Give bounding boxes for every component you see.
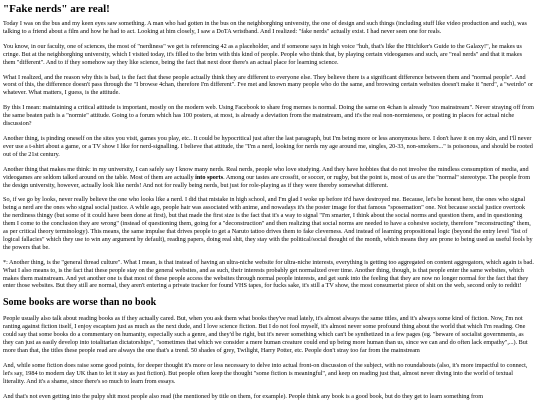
paragraph-2: You know, in our faculty, one of sciences, the most of "nerdiness" we get is referencing 42 as a placeholder, and if someone says in high voice "huh, that's like the Hitchiker's Guide to the Galaxy!", he makes us cringe. But at the neighborghing university, which I visited today, it's filled to the brim with this kind of people. People who think that, by playing certain videogames and such, are "real nerds" and that it makes them "different". And to if they somehow say they like science, being the fact that next door there's an actual place for learning science. — [3, 42, 523, 66]
paragraph-4: By this I mean: maintaining a critical attitude is important, mostly on the modern web. Using Facebook to share frog memes is normal. Doing the same on 4chan is already "too mainstream". Never straying off from the same beaten path is a "normie" attitude. Going to a forum which has 100 posters, at most, is already a deviation from the mainstream, and it's the real non-normieness, or posting in places for actual niche discussion? — [3, 104, 534, 128]
paragraph-3: What I realized, and the reason why this is bad, is the fact that these people actually think they are different to everyone else. They believe there is a significant difference between them and "normal people". And worst of this, the difference doesn't pass through the "I browse 4chan, therefore I'm different". I've met and known many people who do the same, and browsing certain websites doesn't make it "nerd", a "weirdo" or whatever. What matters, I guess, is the attitude. — [3, 73, 534, 97]
paragraph-6-bold-phrase: into sports — [195, 173, 224, 181]
section-heading: Some books are worse than no book — [3, 297, 157, 309]
paragraph-6-text-after: . Among our tastes are crossfit, or soccer, or rugby, but the point is, most of us are the "normal" stereotype. The people from the design university, however, actually look like nerds! And not for really being nerds, but just for role-playing as if they were thereby somewhat different. — [3, 173, 531, 189]
paragraph-5: Another thing, is pinding oneself on the sites you visit, games you play, etc.. It could be hypocritical just after the last paragraph, but I'm being more or less anonymous here. I don't have it on my skin, and I'll never ever use a t-shirt about a game, or a TV show I like for nerd-signalling. I believe that attitude, the "I'm a nerd, looking for nerds my age around me, singles, 20-33, non-smokers..." is poisonous, and should be rooted out of the 21st century. — [3, 134, 533, 158]
paragraph-6-text-before: Another thing that makes me think: in my university, I can safely say I know many nerds. Real nerds, people who love studying. And they have hobbies that do not involve the mindless consumption of media, and videogames are seldom talked around on the table. Most of them are actually — [3, 165, 529, 181]
paragraph-10: And, while some fiction does raise some good points, for deeper thought it's more or less necessary to delve into actual front-on discussion of the subject, with no roundabouts (also, it's more impactful to connect, let's say, 1984 to modern day UK than to let it stay as just fiction). But people often keep the thought "some fiction is meaningful", and keep on reading just that, almost never diving into the world of textual literality. And it's a shame, since there's so much to learn from essays. — [3, 361, 528, 385]
paragraph-1: Today I was on the bus and my keen eyes saw something. A man who had gotten in the bus on the neighborghing university, the one of design and such things (including stuff like video production and such), was talking to a friend about a film and how he had to act. Looking at him closely, I saw a DoTA wristband. And I realized: "fake nerds" actually exist. I had never seen one for reals. — [3, 20, 527, 35]
paragraph-9: People usually also talk about reading books as if they actually cared. But, when you ask them what books they've read lately, it's almost always the same titles, and it's always some kind of fiction. Now, I'm not ranting against fiction itself, I enjoy escapism just as much as the next dude, and I love science fiction. But I do not fool myself, it's almost never some profound thing about the world that which I'm reading. One could say that some books do a commentary on humanity, especially such a genre, and they'd be right, but it's never something which can't be synthetized in a few pages (eg. "beware of socialist governments, as they can just as easily develop into totalitarian dictatorships", "sometimes that which we consider a mere human creature could end up being more human than us, since we can and do often lack empathy",...). But more than that, the titles these people read are always the one that's a trend. 50 shades of grey, Twilight, Harry Potter, etc. People don't stray too far from the mainstream — [3, 315, 528, 354]
paragraph-6 — [3, 166, 534, 190]
page-title: "Fake nerds" are real! — [3, 3, 110, 15]
paragraph-11: And that's not even getting into the pulpy shit most people also read (the mentioned by title on them, for example). People think any book is a good book, but do they get to learn something from — [3, 392, 484, 400]
paragraph-8: *: Another thing, is the "general thread culture". What I mean, is that instead of having an ultra-niche website for ultra-niche interests, everything is getting too aggregated on content aggregators, which again is bad. What I also means to, is the fact that these people stay on the general websites, and as such, their interests probably get normalized over time. Another thing, though, is that people enter the same websites, which makes them mainstream. And yet another one is that most of these people access the websites through normal people interests, and get sunk into the feeling that they are now no longer normal for the fact that they enter those websites. But they still are normal, they aren't entering a private tracker for found VHS tapes, for fucks sake, it's still a TV show, the most consumerist piece of shit on the web, second only to reddit! — [3, 258, 534, 290]
article — [3, 3, 534, 408]
paragraph-7: So, if we go by looks, never really believe the one who looks like a nerd. I did that mistake in high school, and I'm glad I woke up before it'd have destroyed me. Because, let's be honest here, the ones who signal being a nerd are the ones who signal social justice. A while ago, people hair was associated with anime, and nowadays it's the poster image for that famous "sposemation" one. Not because social justice overtook the nerdiness thingy (but some of it could have been done at first), but that made the first size is the fact that it's a way to signal "I'm smarter, I think about the social norms and question them, and in questioning them I come to the conclusion they are wrong" (instead of questioning them, going for a "deconstruction" and then realizing that social norms are needed to have a cohesive society, therefore "reconstructing" them, as per critical theory terminology). This means, the same impulse that drives people to get a Naruto tattoo drives them to fake cleverness. And instead of learning propositional logic (beyond the entry level "list of logical fallacies" which they use to win any argument by default), reading papers, doing real shit, they stay with the political/social thought of the month, which means they are prone to being used as useful fools by the powers that be. — [3, 196, 533, 251]
